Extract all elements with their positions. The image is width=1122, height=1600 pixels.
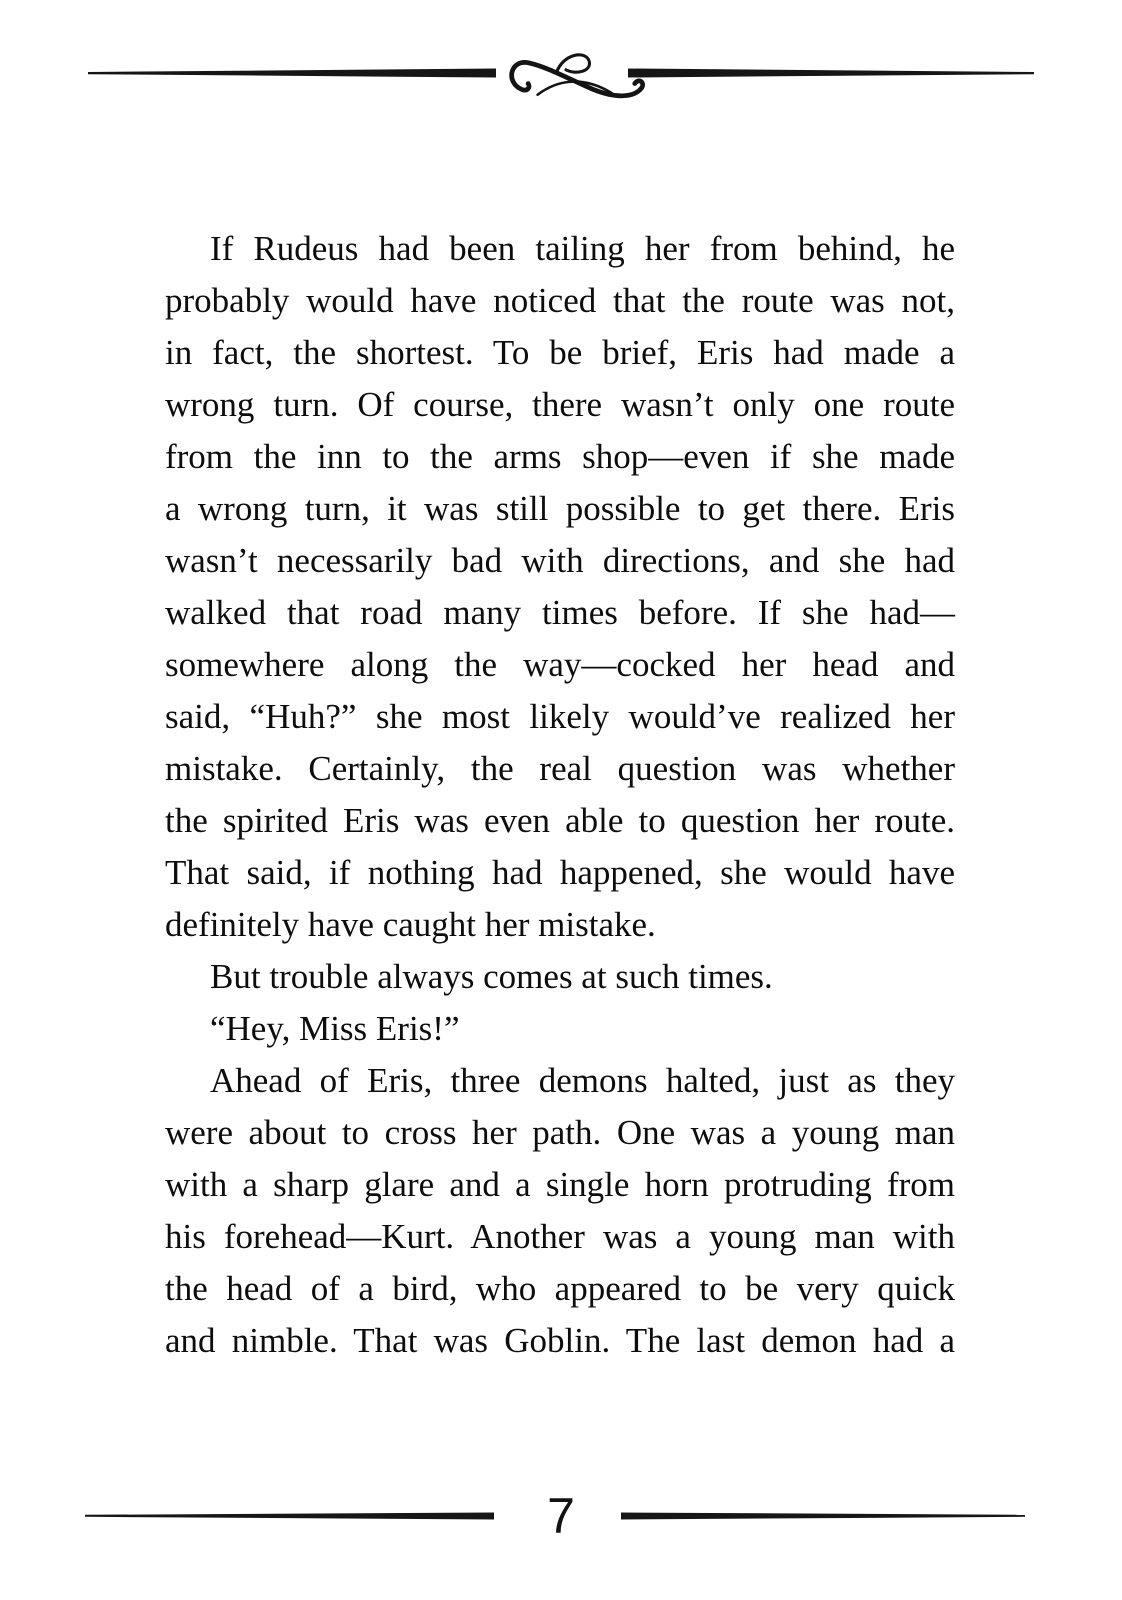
text-line: mistake. Certainly, the real question was whether bbox=[165, 749, 955, 788]
text-line: with a sharp glare and a single horn protruding from bbox=[165, 1165, 955, 1204]
footer-rule-right bbox=[621, 1512, 1025, 1520]
text-line: and nimble. That was Goblin. The last demon had a bbox=[165, 1321, 955, 1360]
text-line: were about to cross her path. One was a young man bbox=[165, 1113, 955, 1152]
text-line: But trouble always comes at such times. bbox=[210, 957, 773, 996]
text-line: walked that road many times before. If she had— bbox=[165, 593, 955, 632]
flourish-ornament bbox=[486, 48, 658, 126]
text-line: in fact, the shortest. To be brief, Eris had made a bbox=[165, 333, 955, 372]
paragraph bbox=[165, 223, 955, 951]
text-line: If Rudeus had been tailing her from behind, he bbox=[210, 229, 955, 268]
text-line: That said, if nothing had happened, she would have bbox=[165, 853, 955, 892]
text-line: wrong turn. Of course, there wasn’t only one route bbox=[165, 385, 955, 424]
text-line: somewhere along the way—cocked her head and bbox=[165, 645, 955, 684]
paragraph bbox=[165, 951, 955, 1003]
text-line: a wrong turn, it was still possible to get there. Eris bbox=[165, 489, 955, 528]
text-line: Ahead of Eris, three demons halted, just as they bbox=[210, 1061, 955, 1100]
text-line: from the inn to the arms shop—even if she made bbox=[165, 437, 955, 476]
paragraph bbox=[165, 1003, 955, 1055]
text-line: his forehead—Kurt. Another was a young man with bbox=[165, 1217, 955, 1256]
paragraph bbox=[165, 1055, 955, 1367]
text-line: the head of a bird, who appeared to be very quick bbox=[165, 1269, 955, 1308]
text-line: probably would have noticed that the route was not, bbox=[165, 281, 955, 320]
body-text bbox=[165, 223, 955, 1367]
text-line: definitely have caught her mistake. bbox=[165, 905, 656, 944]
text-line: “Hey, Miss Eris!” bbox=[210, 1009, 460, 1048]
top-rule-right bbox=[628, 68, 1034, 78]
text-line: said, “Huh?” she most likely would’ve realized her bbox=[165, 697, 955, 736]
text-line: wasn’t necessarily bad with directions, and she had bbox=[165, 541, 955, 580]
text-line: the spirited Eris was even able to question her route. bbox=[165, 801, 955, 840]
page-number: 7 bbox=[547, 1488, 575, 1544]
top-rule-left bbox=[88, 68, 496, 78]
